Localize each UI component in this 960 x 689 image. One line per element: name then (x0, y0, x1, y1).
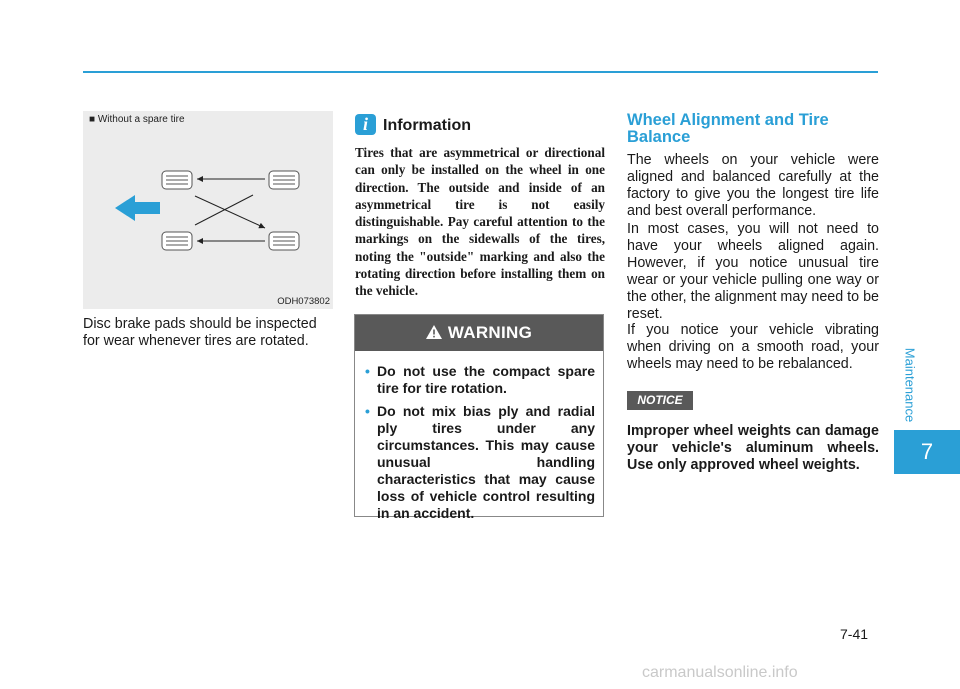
notice-text: Improper wheel weights can damage your vehicle's aluminum wheels. Use only approved wheel weights. (627, 423, 879, 473)
rotation-arrow-cross-down (195, 196, 265, 228)
bullet-icon: • (365, 403, 370, 419)
tire-rear-left-icon (162, 232, 192, 250)
section-title: Wheel Alignment and Tire Balance (627, 111, 829, 146)
tire-front-left-icon (162, 171, 192, 189)
information-title: Information (383, 117, 471, 134)
information-body: Tires that are asymmetrical or directional can only be installed on the wheel in one direction. The outside and inside of an asymmetrical tire is not easily distinguishable. Pay careful attention to the markings on the sidewalls of the tires, noting the "outside" marking and also the rotating direction before installing them on the vehicle. (355, 145, 605, 299)
tire-rotation-figure (83, 111, 333, 309)
tire-rotation-diagram (83, 111, 333, 309)
warning-item: • Do not use the compact spare tire for tire rotation. (365, 363, 595, 396)
tire-rear-right-icon (269, 232, 299, 250)
forward-direction-arrow-icon (115, 195, 160, 221)
warning-list (355, 363, 603, 522)
warning-title: WARNING (447, 323, 533, 342)
bullet-icon: • (365, 363, 370, 379)
notice-badge: NOTICE (627, 391, 693, 410)
warning-item: • Do not mix bias ply and radial ply tires under any circumstances. This may cause unusual handling characteristics that may cause loss of vehicle control resulting in an accident. (365, 403, 595, 521)
information-icon: i (355, 114, 376, 135)
warning-triangle-icon (426, 325, 442, 339)
paragraph-alignment-intro: The wheels on your vehicle were aligned and balanced carefully at the factory to give you the longest tire life and best overall performance. (627, 152, 879, 219)
top-rule (83, 71, 878, 73)
figure-code: ODH073802 (277, 296, 330, 307)
chapter-tab: 7 (894, 430, 960, 474)
watermark: carmanualsonline.info (642, 664, 798, 681)
page-number: 7-41 (840, 626, 869, 642)
section-side-label: Maintenance (902, 347, 918, 423)
paragraph-alignment-reset: In most cases, you will not need to have your wheels aligned again. However, if you notice unusual tire wear or your vehicle pulling one way or the other, the alignment may need to be reset. (627, 221, 879, 322)
brake-pads-note: Disc brake pads should be inspected for wear whenever tires are rotated. (83, 316, 317, 349)
tire-front-right-icon (269, 171, 299, 189)
paragraph-rebalance: If you notice your vehicle vibrating when driving on a smooth road, your wheels may need to be rebalanced. (627, 322, 879, 372)
information-header (355, 114, 605, 136)
warning-box (354, 314, 604, 521)
warning-header (355, 315, 603, 351)
figure-caption: ■ Without a spare tire (89, 114, 185, 125)
